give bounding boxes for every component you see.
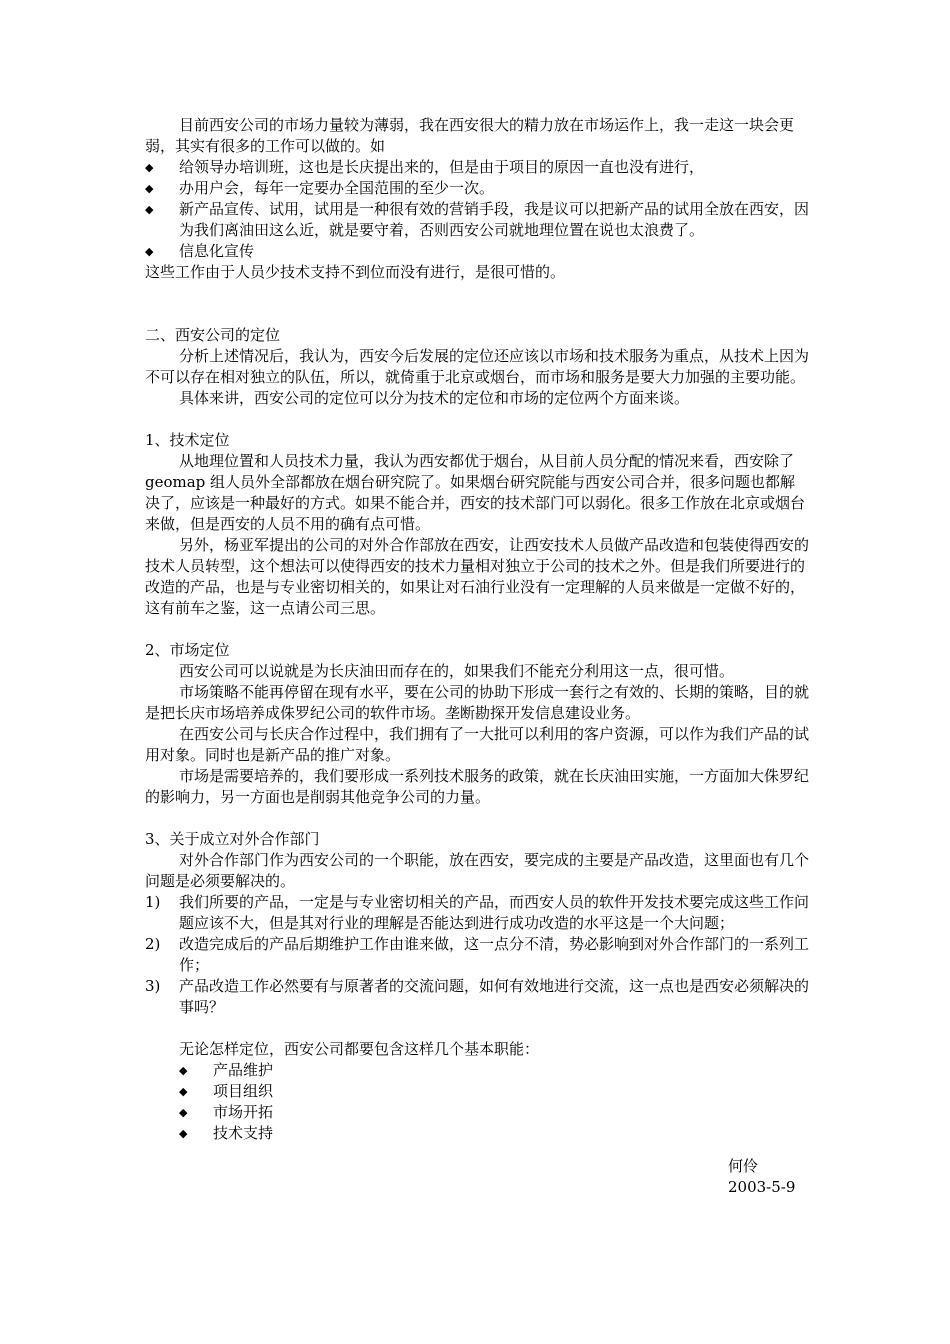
document-body <box>145 115 810 1144</box>
list-item <box>145 178 810 199</box>
list-item <box>145 241 810 262</box>
list-item-text: 我们所要的产品，一定是与专业密切相关的产品，而西安人员的软件开发技术要完成这些工作问题应该不大，但是其对行业的理解是否能达到进行成功改造的水平这是一个大问题； <box>179 893 810 932</box>
diamond-bullet-icon: ◆ <box>179 1064 188 1077</box>
diamond-bullet-icon: ◆ <box>179 1085 188 1098</box>
spacer <box>145 808 810 829</box>
list-item-text: 项目组织 <box>213 1082 274 1100</box>
list-number: 3) <box>145 977 161 995</box>
list-item <box>145 934 810 976</box>
list-item <box>179 1081 810 1102</box>
spacer <box>145 1018 810 1039</box>
list-item-text: 产品改造工作必然要有与原著者的交流问题，如何有效地进行交流，这一点也是西安必须解决的事吗？ <box>179 977 810 1016</box>
section-heading: 二、西安公司的定位 <box>145 326 281 344</box>
subsection-heading: 3、关于成立对外合作部门 <box>145 830 320 848</box>
list-item <box>145 157 810 178</box>
list-item <box>179 1102 810 1123</box>
list-number: 2) <box>145 935 161 953</box>
section-paragraph: 另外，杨亚军提出的公司的对外合作部放在西安，让西安技术人员做产品改造和包装使得西安的技术人员转型，这个想法可以使得西安的技术力量相对独立于公司的技术之外。但是我们所要进行的改造的产品，也是与专业密切相关的，如果让对石油行业没有一定理解的人员来做是一定做不好的，这有前车之鉴，这一点请公司三思。 <box>145 536 810 617</box>
diamond-bullet-icon: ◆ <box>179 1127 188 1140</box>
list-item <box>145 976 810 1018</box>
intro-closing: 这些工作由于人员少技术支持不到位而没有进行，是很可惜的。 <box>145 263 566 281</box>
numbered-list <box>145 892 810 1018</box>
diamond-bullet-icon: ◆ <box>145 182 154 195</box>
author-name: 何伶 <box>728 1157 759 1175</box>
list-item-text: 办用户会，每年一定要办全国范围的至少一次。 <box>179 179 495 197</box>
diamond-bullet-icon: ◆ <box>145 161 154 174</box>
list-item <box>145 199 810 241</box>
subsection-heading: 1、技术定位 <box>145 431 230 449</box>
list-item-text: 改造完成后的产品后期维护工作由谁来做，这一点分不清，势必影响到对外合作部门的一系列工作； <box>179 935 810 974</box>
document-date: 2003-5-9 <box>728 1178 796 1196</box>
section-paragraph: 从地理位置和人员技术力量，我认为西安都优于烟台，从目前人员分配的情况来看，西安除了 geomap 组人员外全部都放在烟台研究院了。如果烟台研究院能与西安公司合并，很多问题也都解决了，应该是一种最好的方式。如果不能合并，西安的技术部门可以弱化。很多工作放在北京或烟台来做，但是西安的人员不用的确有点可惜。 <box>145 452 806 533</box>
section-paragraph: 在西安公司与长庆合作过程中，我们拥有了一大批可以利用的客户资源，可以作为我们产品的试用对象。同时也是新产品的推广对象。 <box>145 725 810 764</box>
diamond-bullet-icon: ◆ <box>145 203 154 216</box>
list-item <box>179 1060 810 1081</box>
list-item-text: 新产品宣传、试用，试用是一种很有效的营销手段，我是议可以把新产品的试用全放在西安，因为我们离油田这么近，就是要守着，否则西安公司就地理位置在说也太浪费了。 <box>179 200 810 239</box>
list-item-text: 产品维护 <box>213 1061 274 1079</box>
list-item <box>179 1123 810 1144</box>
signature-block <box>728 1156 795 1198</box>
spacer <box>145 619 810 640</box>
list-item-text: 市场开拓 <box>213 1103 274 1121</box>
functions-paragraph: 无论怎样定位，西安公司都要包含这样几个基本职能： <box>179 1040 540 1058</box>
spacer <box>145 409 810 430</box>
section-paragraph: 分析上述情况后，我认为，西安今后发展的定位还应该以市场和技术服务为重点，从技术上因为不可以存在相对独立的队伍，所以，就倚重于北京或烟台，而市场和服务是要大力加强的主要功能。 <box>145 347 810 386</box>
section-paragraph: 市场是需要培养的，我们要形成一系列技术服务的政策，就在长庆油田实施，一方面加大侏罗纪的影响力，另一方面也是削弱其他竞争公司的力量。 <box>145 767 810 806</box>
subsection-heading: 2、市场定位 <box>145 641 230 659</box>
list-item-text: 信息化宣传 <box>179 242 255 260</box>
list-item-text: 给领导办培训班，这也是长庆提出来的，但是由于项目的原因一直也没有进行， <box>179 158 705 176</box>
list-item <box>145 892 810 934</box>
section-paragraph: 具体来讲，西安公司的定位可以分为技术的定位和市场的定位两个方面来谈。 <box>179 389 690 407</box>
section-paragraph: 市场策略不能再停留在现有水平，要在公司的协助下形成一套行之有效的、长期的策略，目的就是把长庆市场培养成侏罗纪公司的软件市场。垄断勘探开发信息建设业务。 <box>145 683 810 722</box>
diamond-bullet-icon: ◆ <box>145 245 154 258</box>
section-paragraph: 西安公司可以说就是为长庆油田而存在的，如果我们不能充分利用这一点，很可惜。 <box>179 662 735 680</box>
intro-paragraph: 目前西安公司的市场力量较为薄弱，我在西安很大的精力放在市场运作上，我一走这一块会更弱，其实有很多的工作可以做的。如 <box>145 116 795 155</box>
diamond-bullet-icon: ◆ <box>179 1106 188 1119</box>
list-number: 1) <box>145 893 161 911</box>
functions-bullet-list <box>145 1060 810 1144</box>
section-paragraph: 对外合作部门作为西安公司的一个职能，放在西安，要完成的主要是产品改造，这里面也有几个问题是必须要解决的。 <box>145 851 810 890</box>
spacer <box>145 283 810 325</box>
intro-bullet-list <box>145 157 810 262</box>
list-item-text: 技术支持 <box>213 1124 274 1142</box>
